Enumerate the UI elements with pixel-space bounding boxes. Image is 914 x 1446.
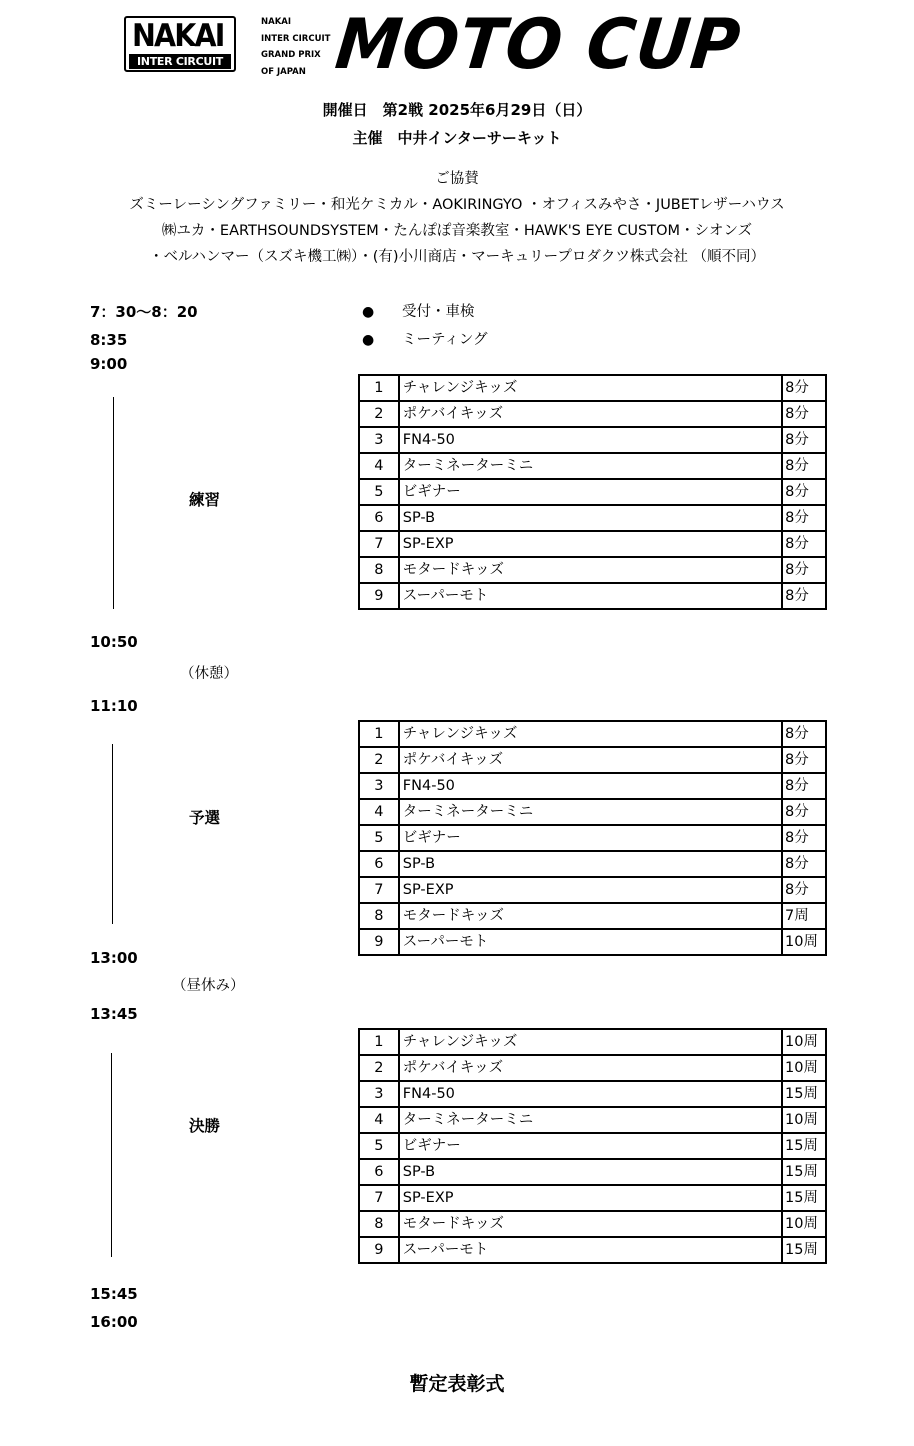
duration: 15周	[782, 1081, 826, 1107]
duration: 8分	[782, 747, 826, 773]
class-name: ターミネーターミニ	[399, 453, 782, 479]
table-row	[359, 375, 826, 401]
row-number: 4	[359, 799, 399, 825]
activity-meeting: ミーティング	[402, 332, 488, 348]
duration: 8分	[782, 531, 826, 557]
duration: 15周	[782, 1237, 826, 1263]
table-row	[359, 1211, 826, 1237]
time-final-end: 15:45	[90, 1285, 138, 1303]
row-number: 4	[359, 453, 399, 479]
logo-wordmark: NAKAI	[132, 18, 224, 54]
row-number: 7	[359, 1185, 399, 1211]
class-name: ビギナー	[399, 1133, 782, 1159]
qualifying-table	[358, 720, 827, 956]
timeline-line	[111, 1053, 112, 1257]
row-number: 7	[359, 531, 399, 557]
time-award: 16:00	[90, 1313, 138, 1331]
class-name: モタードキッズ	[399, 557, 782, 583]
duration: 8分	[782, 799, 826, 825]
table-row	[359, 531, 826, 557]
break-rest: （休憩）	[180, 666, 238, 682]
row-number: 5	[359, 479, 399, 505]
duration: 10周	[782, 1055, 826, 1081]
table-row	[359, 557, 826, 583]
award-ceremony: 暫定表彰式	[409, 1373, 505, 1395]
timeline-line	[112, 744, 113, 924]
row-number: 1	[359, 1029, 399, 1055]
section-label-qualifying: 予選	[189, 809, 221, 827]
sponsors-line: ㈱ユカ・EARTHSOUNDSYSTEM・たんぽぽ音楽教室・HAWK'S EYE CUSTOM・シオンズ	[161, 223, 753, 239]
time-practice-end: 10:50	[90, 633, 138, 651]
table-row	[359, 1159, 826, 1185]
sponsors-heading: ご協賛	[435, 171, 479, 187]
sponsors-line: ズミーレーシングファミリー・和光ケミカル・AOKIRINGYO ・オフィスみやさ・JUBETレザーハウス	[129, 197, 785, 213]
duration: 8分	[782, 375, 826, 401]
row-number: 9	[359, 1237, 399, 1263]
practice-table	[358, 374, 827, 610]
logo-caption-line: OF JAPAN	[261, 66, 306, 77]
class-name: チャレンジキッズ	[399, 375, 782, 401]
duration: 8分	[782, 453, 826, 479]
class-name: ポケバイキッズ	[399, 401, 782, 427]
event-date: 開催日 第2戦 2025年6月29日（日）	[322, 101, 592, 119]
duration: 8分	[782, 401, 826, 427]
row-number: 8	[359, 557, 399, 583]
duration: 8分	[782, 721, 826, 747]
table-row	[359, 1185, 826, 1211]
row-number: 4	[359, 1107, 399, 1133]
table-row	[359, 479, 826, 505]
class-name: FN4-50	[399, 427, 782, 453]
table-row	[359, 401, 826, 427]
table-row	[359, 1081, 826, 1107]
logo-caption	[261, 14, 331, 80]
row-number: 3	[359, 773, 399, 799]
table-row	[359, 1237, 826, 1263]
time-qualifying-end: 13:00	[90, 949, 138, 967]
table-row	[359, 747, 826, 773]
duration: 15周	[782, 1133, 826, 1159]
class-name: スーパーモト	[399, 929, 782, 955]
table-row	[359, 851, 826, 877]
table-row	[359, 721, 826, 747]
row-number: 6	[359, 505, 399, 531]
class-name: SP-EXP	[399, 877, 782, 903]
duration: 10周	[782, 1211, 826, 1237]
row-number: 9	[359, 583, 399, 609]
bullet-icon: ●	[362, 304, 375, 320]
section-label-practice: 練習	[189, 491, 221, 509]
duration: 8分	[782, 479, 826, 505]
logo-caption-line: INTER CIRCUIT	[261, 33, 331, 44]
timeline-line	[113, 397, 114, 609]
duration: 10周	[782, 1029, 826, 1055]
class-name: SP-B	[399, 851, 782, 877]
row-number: 8	[359, 1211, 399, 1237]
table-row	[359, 929, 826, 955]
row-number: 1	[359, 375, 399, 401]
logo-caption-line: GRAND PRIX	[261, 50, 321, 60]
row-number: 5	[359, 825, 399, 851]
row-number: 5	[359, 1133, 399, 1159]
table-row	[359, 799, 826, 825]
class-name: SP-B	[399, 505, 782, 531]
duration: 8分	[782, 851, 826, 877]
table-row	[359, 453, 826, 479]
time-final-start: 13:45	[90, 1005, 138, 1023]
row-number: 2	[359, 747, 399, 773]
table-row	[359, 1133, 826, 1159]
break-lunch: （昼休み）	[172, 978, 245, 994]
duration: 15周	[782, 1159, 826, 1185]
section-label-final: 決勝	[189, 1117, 221, 1135]
table-row	[359, 505, 826, 531]
class-name: スーパーモト	[399, 583, 782, 609]
duration: 8分	[782, 427, 826, 453]
table-row	[359, 1055, 826, 1081]
duration: 15周	[782, 1185, 826, 1211]
row-number: 3	[359, 427, 399, 453]
table-row	[359, 1107, 826, 1133]
table-row	[359, 903, 826, 929]
class-name: SP-B	[399, 1159, 782, 1185]
class-name: モタードキッズ	[399, 1211, 782, 1237]
time-qualifying-start: 11:10	[90, 697, 138, 715]
duration: 8分	[782, 505, 826, 531]
duration: 8分	[782, 557, 826, 583]
time-meeting: 8:35	[90, 331, 128, 349]
class-name: ビギナー	[399, 479, 782, 505]
class-name: ターミネーターミニ	[399, 1107, 782, 1133]
row-number: 9	[359, 929, 399, 955]
table-row	[359, 583, 826, 609]
time-practice-start: 9:00	[90, 355, 128, 373]
duration: 8分	[782, 877, 826, 903]
time-reception: 7：30〜8：20	[90, 303, 198, 321]
row-number: 1	[359, 721, 399, 747]
bullet-icon: ●	[362, 332, 375, 348]
class-name: スーパーモト	[399, 1237, 782, 1263]
row-number: 6	[359, 851, 399, 877]
class-name: SP-EXP	[399, 531, 782, 557]
logo-subtext: INTER CIRCUIT	[129, 54, 231, 69]
event-title: MOTO CUP	[331, 4, 745, 85]
table-row	[359, 427, 826, 453]
duration: 8分	[782, 773, 826, 799]
class-name: モタードキッズ	[399, 903, 782, 929]
row-number: 3	[359, 1081, 399, 1107]
class-name: チャレンジキッズ	[399, 721, 782, 747]
table-row	[359, 1029, 826, 1055]
row-number: 2	[359, 1055, 399, 1081]
table-row	[359, 773, 826, 799]
sponsors-line: ・ベルハンマー（スズキ機工㈱）・(有)小川商店・マーキュリープロダクツ株式会社 （順不同）	[149, 249, 765, 265]
duration: 10周	[782, 929, 826, 955]
class-name: チャレンジキッズ	[399, 1029, 782, 1055]
class-name: ターミネーターミニ	[399, 799, 782, 825]
final-table	[358, 1028, 827, 1264]
logo-caption-line: NAKAI	[261, 17, 292, 27]
duration: 7周	[782, 903, 826, 929]
row-number: 8	[359, 903, 399, 929]
class-name: ビギナー	[399, 825, 782, 851]
table-row	[359, 825, 826, 851]
class-name: SP-EXP	[399, 1185, 782, 1211]
duration: 8分	[782, 825, 826, 851]
class-name: FN4-50	[399, 773, 782, 799]
nakai-logo	[124, 16, 236, 72]
class-name: FN4-50	[399, 1081, 782, 1107]
table-row	[359, 877, 826, 903]
duration: 8分	[782, 583, 826, 609]
row-number: 7	[359, 877, 399, 903]
class-name: ポケバイキッズ	[399, 1055, 782, 1081]
row-number: 2	[359, 401, 399, 427]
row-number: 6	[359, 1159, 399, 1185]
class-name: ポケバイキッズ	[399, 747, 782, 773]
activity-reception: 受付・車検	[402, 304, 475, 320]
event-host: 主催 中井インターサーキット	[352, 129, 562, 147]
duration: 10周	[782, 1107, 826, 1133]
